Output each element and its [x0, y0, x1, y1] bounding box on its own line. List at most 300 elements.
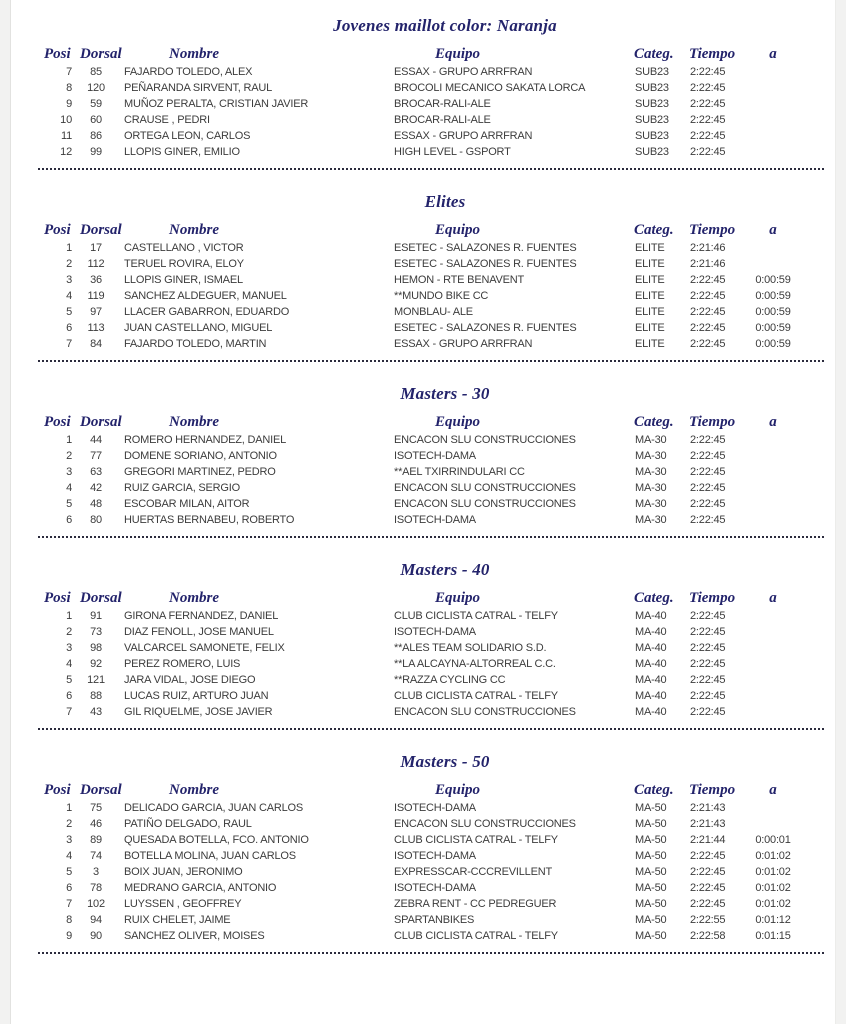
cell-dorsal: 90	[90, 930, 102, 942]
table-row	[38, 834, 822, 850]
column-header-a: a	[769, 590, 777, 606]
table-row	[38, 818, 822, 834]
column-header-posi: Posi	[44, 222, 71, 238]
cell-categ: MA-40	[635, 642, 667, 654]
cell-nombre: RUIX CHELET, JAIME	[124, 914, 231, 926]
results-section	[38, 750, 822, 954]
column-header-categ: Categ.	[634, 414, 674, 430]
cell-equipo: **AEL TXIRRINDULARI CC	[394, 466, 525, 478]
column-header-categ: Categ.	[634, 222, 674, 238]
column-header-categ: Categ.	[634, 782, 674, 798]
dotted-divider	[38, 168, 826, 170]
page-edge-line	[835, 0, 836, 1024]
cell-posi: 8	[66, 82, 72, 94]
cell-posi: 2	[66, 818, 72, 830]
cell-tiempo: 2:22:45	[690, 690, 726, 702]
cell-categ: SUB23	[635, 82, 669, 94]
cell-dorsal: 94	[90, 914, 102, 926]
cell-dorsal: 42	[90, 482, 102, 494]
cell-categ: MA-50	[635, 914, 667, 926]
table-row	[38, 82, 822, 98]
cell-categ: MA-30	[635, 498, 667, 510]
table-row	[38, 290, 822, 306]
cell-dorsal: 80	[90, 514, 102, 526]
column-header-dorsal: Dorsal	[80, 414, 122, 430]
column-header-a: a	[769, 782, 777, 798]
cell-equipo: ESSAX - GRUPO ARRFRAN	[394, 66, 533, 78]
cell-posi: 7	[66, 66, 72, 78]
cell-equipo: ISOTECH-DAMA	[394, 802, 476, 814]
cell-nombre: ESCOBAR MILAN, AITOR	[124, 498, 250, 510]
cell-categ: MA-40	[635, 610, 667, 622]
table-row	[38, 642, 822, 658]
cell-dorsal: 84	[90, 338, 102, 350]
cell-nombre: LLOPIS GINER, ISMAEL	[124, 274, 243, 286]
cell-posi: 12	[60, 146, 72, 158]
cell-dorsal: 99	[90, 146, 102, 158]
cell-categ: ELITE	[635, 306, 665, 318]
results-section	[38, 190, 822, 362]
cell-a: 0:01:02	[755, 850, 791, 862]
cell-equipo: BROCOLI MECANICO SAKATA LORCA	[394, 82, 586, 94]
cell-posi: 10	[60, 114, 72, 126]
cell-dorsal: 119	[87, 290, 105, 302]
cell-nombre: LUCAS RUIZ, ARTURO JUAN	[124, 690, 269, 702]
cell-dorsal: 120	[87, 82, 105, 94]
cell-tiempo: 2:22:45	[690, 514, 726, 526]
table-row	[38, 498, 822, 514]
cell-nombre: MEDRANO GARCIA, ANTONIO	[124, 882, 277, 894]
table-header-row	[38, 414, 822, 434]
cell-tiempo: 2:22:45	[690, 82, 726, 94]
cell-posi: 4	[66, 482, 72, 494]
cell-categ: MA-30	[635, 434, 667, 446]
cell-nombre: CASTELLANO , VICTOR	[124, 242, 244, 254]
cell-nombre: CRAUSE , PEDRI	[124, 114, 210, 126]
cell-tiempo: 2:22:45	[690, 434, 726, 446]
cell-a: 0:01:02	[755, 898, 791, 910]
cell-nombre: SANCHEZ OLIVER, MOISES	[124, 930, 265, 942]
cell-tiempo: 2:22:58	[690, 930, 726, 942]
cell-a: 0:01:15	[755, 930, 791, 942]
cell-posi: 3	[66, 466, 72, 478]
cell-equipo: ESETEC - SALAZONES R. FUENTES	[394, 258, 577, 270]
cell-dorsal: 77	[90, 450, 102, 462]
column-header-tiempo: Tiempo	[689, 414, 736, 430]
cell-equipo: ENCACON SLU CONSTRUCCIONES	[394, 818, 576, 830]
cell-posi: 4	[66, 850, 72, 862]
cell-equipo: HEMON - RTE BENAVENT	[394, 274, 525, 286]
results-content	[10, 0, 836, 954]
cell-posi: 2	[66, 450, 72, 462]
cell-posi: 6	[66, 322, 72, 334]
cell-tiempo: 2:22:45	[690, 882, 726, 894]
cell-categ: MA-40	[635, 706, 667, 718]
cell-categ: MA-30	[635, 450, 667, 462]
column-header-equipo: Equipo	[435, 782, 481, 798]
cell-dorsal: 89	[90, 834, 102, 846]
cell-posi: 5	[66, 674, 72, 686]
cell-categ: SUB23	[635, 98, 669, 110]
cell-posi: 2	[66, 258, 72, 270]
table-row	[38, 658, 822, 674]
cell-nombre: QUESADA BOTELLA, FCO. ANTONIO	[124, 834, 309, 846]
cell-categ: MA-40	[635, 674, 667, 686]
cell-posi: 11	[60, 130, 72, 142]
cell-equipo: ENCACON SLU CONSTRUCCIONES	[394, 498, 576, 510]
dotted-divider	[38, 536, 826, 538]
cell-dorsal: 75	[90, 802, 102, 814]
cell-dorsal: 113	[87, 322, 105, 334]
cell-posi: 1	[66, 242, 72, 254]
cell-posi: 2	[66, 626, 72, 638]
column-header-posi: Posi	[44, 782, 71, 798]
cell-dorsal: 112	[87, 258, 105, 270]
table-body	[38, 66, 822, 162]
table-row	[38, 850, 822, 866]
cell-equipo: HIGH LEVEL - GSPORT	[394, 146, 511, 158]
cell-categ: SUB23	[635, 114, 669, 126]
cell-posi: 5	[66, 498, 72, 510]
table-header-row	[38, 222, 822, 242]
cell-tiempo: 2:22:45	[690, 98, 726, 110]
cell-dorsal: 46	[90, 818, 102, 830]
cell-nombre: BOIX JUAN, JERONIMO	[124, 866, 243, 878]
table-row	[38, 802, 822, 818]
column-header-categ: Categ.	[634, 590, 674, 606]
table-row	[38, 450, 822, 466]
cell-equipo: ISOTECH-DAMA	[394, 626, 476, 638]
cell-a: 0:00:01	[755, 834, 791, 846]
cell-equipo: ESSAX - GRUPO ARRFRAN	[394, 130, 533, 142]
table-body	[38, 434, 822, 530]
table-row	[38, 322, 822, 338]
table-row	[38, 930, 822, 946]
cell-posi: 3	[66, 834, 72, 846]
column-header-categ: Categ.	[634, 46, 674, 62]
cell-posi: 6	[66, 690, 72, 702]
cell-tiempo: 2:22:45	[690, 130, 726, 142]
cell-dorsal: 17	[90, 242, 102, 254]
table-row	[38, 674, 822, 690]
cell-categ: MA-30	[635, 514, 667, 526]
cell-posi: 7	[66, 338, 72, 350]
cell-categ: ELITE	[635, 290, 665, 302]
column-header-nombre: Nombre	[169, 46, 219, 62]
table-row	[38, 274, 822, 290]
cell-categ: SUB23	[635, 146, 669, 158]
column-header-tiempo: Tiempo	[689, 782, 736, 798]
cell-dorsal: 63	[90, 466, 102, 478]
cell-categ: ELITE	[635, 258, 665, 270]
cell-categ: MA-50	[635, 802, 667, 814]
section-title: Masters - 50	[400, 752, 490, 771]
table-header-row	[38, 46, 822, 66]
cell-tiempo: 2:22:45	[690, 482, 726, 494]
section-title: Elites	[424, 192, 466, 211]
cell-tiempo: 2:22:45	[690, 498, 726, 510]
cell-nombre: DOMENE SORIANO, ANTONIO	[124, 450, 277, 462]
column-header-dorsal: Dorsal	[80, 782, 122, 798]
cell-posi: 7	[66, 706, 72, 718]
table-row	[38, 466, 822, 482]
cell-dorsal: 102	[87, 898, 105, 910]
cell-tiempo: 2:21:46	[690, 242, 726, 254]
cell-equipo: ZEBRA RENT - CC PEDREGUER	[394, 898, 557, 910]
cell-dorsal: 85	[90, 66, 102, 78]
column-header-tiempo: Tiempo	[689, 590, 736, 606]
cell-equipo: **RAZZA CYCLING CC	[394, 674, 506, 686]
cell-a: 0:00:59	[755, 274, 791, 286]
column-header-nombre: Nombre	[169, 590, 219, 606]
section-title: Jovenes maillot color: Naranja	[333, 16, 557, 35]
table-row	[38, 882, 822, 898]
cell-a: 0:01:02	[755, 882, 791, 894]
table-row	[38, 866, 822, 882]
cell-a: 0:01:12	[755, 914, 791, 926]
column-header-nombre: Nombre	[169, 414, 219, 430]
cell-tiempo: 2:21:44	[690, 834, 726, 846]
cell-tiempo: 2:22:45	[690, 850, 726, 862]
cell-nombre: JUAN CASTELLANO, MIGUEL	[124, 322, 273, 334]
cell-categ: MA-30	[635, 482, 667, 494]
cell-nombre: MUÑOZ PERALTA, CRISTIAN JAVIER	[124, 98, 309, 110]
cell-posi: 6	[66, 514, 72, 526]
cell-equipo: EXPRESSCAR-CCCREVILLENT	[394, 866, 552, 878]
cell-tiempo: 2:22:45	[690, 66, 726, 78]
cell-categ: MA-40	[635, 690, 667, 702]
dotted-divider	[38, 360, 826, 362]
column-header-nombre: Nombre	[169, 782, 219, 798]
cell-dorsal: 59	[90, 98, 102, 110]
cell-posi: 8	[66, 914, 72, 926]
cell-dorsal: 3	[93, 866, 99, 878]
cell-nombre: ROMERO HERNANDEZ, DANIEL	[124, 434, 287, 446]
cell-a: 0:00:59	[755, 306, 791, 318]
results-section	[38, 558, 822, 730]
cell-categ: SUB23	[635, 66, 669, 78]
table-row	[38, 98, 822, 114]
cell-categ: MA-50	[635, 818, 667, 830]
cell-nombre: FAJARDO TOLEDO, MARTIN	[124, 338, 267, 350]
column-header-equipo: Equipo	[435, 590, 481, 606]
table-row	[38, 66, 822, 82]
cell-categ: MA-50	[635, 930, 667, 942]
results-page	[10, 0, 836, 1024]
cell-tiempo: 2:22:45	[690, 466, 726, 478]
cell-dorsal: 48	[90, 498, 102, 510]
cell-posi: 5	[66, 866, 72, 878]
table-row	[38, 258, 822, 274]
table-row	[38, 626, 822, 642]
cell-tiempo: 2:22:45	[690, 338, 726, 350]
cell-tiempo: 2:22:45	[690, 866, 726, 878]
table-row	[38, 242, 822, 258]
cell-a: 0:00:59	[755, 338, 791, 350]
cell-equipo: ISOTECH-DAMA	[394, 850, 476, 862]
table-row	[38, 338, 822, 354]
column-header-tiempo: Tiempo	[689, 46, 736, 62]
section-title: Masters - 30	[400, 384, 490, 403]
cell-categ: MA-30	[635, 466, 667, 478]
cell-categ: ELITE	[635, 322, 665, 334]
cell-dorsal: 78	[90, 882, 102, 894]
cell-tiempo: 2:22:45	[690, 898, 726, 910]
cell-dorsal: 91	[90, 610, 102, 622]
table-row	[38, 114, 822, 130]
cell-posi: 5	[66, 306, 72, 318]
column-header-equipo: Equipo	[435, 46, 481, 62]
cell-categ: MA-40	[635, 626, 667, 638]
table-row	[38, 610, 822, 626]
table-row	[38, 690, 822, 706]
dotted-divider	[38, 728, 826, 730]
column-header-nombre: Nombre	[169, 222, 219, 238]
table-row	[38, 914, 822, 930]
cell-posi: 9	[66, 930, 72, 942]
cell-dorsal: 98	[90, 642, 102, 654]
table-row	[38, 306, 822, 322]
results-section	[38, 382, 822, 538]
cell-equipo: CLUB CICLISTA CATRAL - TELFY	[394, 610, 558, 622]
cell-tiempo: 2:21:46	[690, 258, 726, 270]
cell-dorsal: 60	[90, 114, 102, 126]
cell-posi: 1	[66, 610, 72, 622]
cell-tiempo: 2:22:45	[690, 274, 726, 286]
cell-equipo: BROCAR-RALI-ALE	[394, 114, 491, 126]
cell-nombre: SANCHEZ ALDEGUER, MANUEL	[124, 290, 287, 302]
cell-nombre: BOTELLA MOLINA, JUAN CARLOS	[124, 850, 296, 862]
cell-nombre: PATIÑO DELGADO, RAUL	[124, 818, 252, 830]
table-body	[38, 802, 822, 946]
cell-dorsal: 86	[90, 130, 102, 142]
cell-equipo: CLUB CICLISTA CATRAL - TELFY	[394, 834, 558, 846]
table-header-row	[38, 782, 822, 802]
cell-posi: 4	[66, 290, 72, 302]
cell-dorsal: 44	[90, 434, 102, 446]
cell-nombre: LUYSSEN , GEOFFREY	[124, 898, 242, 910]
cell-categ: MA-50	[635, 898, 667, 910]
cell-categ: ELITE	[635, 274, 665, 286]
cell-equipo: MONBLAU- ALE	[394, 306, 473, 318]
cell-dorsal: 73	[90, 626, 102, 638]
column-header-a: a	[769, 222, 777, 238]
results-section	[38, 14, 822, 170]
cell-equipo: **MUNDO BIKE CC	[394, 290, 489, 302]
cell-posi: 6	[66, 882, 72, 894]
table-row	[38, 898, 822, 914]
cell-posi: 9	[66, 98, 72, 110]
cell-equipo: ENCACON SLU CONSTRUCCIONES	[394, 482, 576, 494]
cell-categ: ELITE	[635, 338, 665, 350]
cell-posi: 3	[66, 274, 72, 286]
column-header-tiempo: Tiempo	[689, 222, 736, 238]
cell-tiempo: 2:22:45	[690, 450, 726, 462]
column-header-equipo: Equipo	[435, 222, 481, 238]
cell-tiempo: 2:22:45	[690, 706, 726, 718]
table-row	[38, 482, 822, 498]
cell-equipo: ENCACON SLU CONSTRUCCIONES	[394, 706, 576, 718]
cell-equipo: BROCAR-RALI-ALE	[394, 98, 491, 110]
cell-categ: MA-50	[635, 866, 667, 878]
cell-tiempo: 2:22:45	[690, 642, 726, 654]
section-title: Masters - 40	[400, 560, 490, 579]
cell-equipo: ISOTECH-DAMA	[394, 514, 476, 526]
cell-nombre: TERUEL ROVIRA, ELOY	[124, 258, 244, 270]
cell-a: 0:00:59	[755, 290, 791, 302]
cell-equipo: ESETEC - SALAZONES R. FUENTES	[394, 322, 577, 334]
cell-tiempo: 2:22:55	[690, 914, 726, 926]
cell-tiempo: 2:22:45	[690, 146, 726, 158]
cell-equipo: SPARTANBIKES	[394, 914, 475, 926]
column-header-a: a	[769, 46, 777, 62]
cell-equipo: CLUB CICLISTA CATRAL - TELFY	[394, 930, 558, 942]
cell-nombre: PEREZ ROMERO, LUIS	[124, 658, 241, 670]
cell-a: 0:00:59	[755, 322, 791, 334]
cell-nombre: PEÑARANDA SIRVENT, RAUL	[124, 82, 273, 94]
cell-nombre: DELICADO GARCIA, JUAN CARLOS	[124, 802, 303, 814]
table-row	[38, 130, 822, 146]
table-row	[38, 146, 822, 162]
cell-nombre: VALCARCEL SAMONETE, FELIX	[124, 642, 285, 654]
cell-tiempo: 2:22:45	[690, 322, 726, 334]
cell-nombre: ORTEGA LEON, CARLOS	[124, 130, 251, 142]
table-header-row	[38, 590, 822, 610]
cell-equipo: ISOTECH-DAMA	[394, 450, 476, 462]
cell-nombre: LLOPIS GINER, EMILIO	[124, 146, 240, 158]
cell-dorsal: 92	[90, 658, 102, 670]
cell-categ: MA-50	[635, 850, 667, 862]
cell-nombre: GIRONA FERNANDEZ, DANIEL	[124, 610, 279, 622]
cell-dorsal: 88	[90, 690, 102, 702]
cell-categ: ELITE	[635, 242, 665, 254]
cell-nombre: GREGORI MARTINEZ, PEDRO	[124, 466, 276, 478]
cell-a: 0:01:02	[755, 866, 791, 878]
cell-nombre: HUERTAS BERNABEU, ROBERTO	[124, 514, 295, 526]
cell-nombre: GIL RIQUELME, JOSE JAVIER	[124, 706, 273, 718]
column-header-posi: Posi	[44, 590, 71, 606]
cell-tiempo: 2:22:45	[690, 626, 726, 638]
cell-tiempo: 2:22:45	[690, 114, 726, 126]
cell-tiempo: 2:21:43	[690, 818, 726, 830]
cell-posi: 1	[66, 434, 72, 446]
cell-categ: MA-50	[635, 834, 667, 846]
cell-posi: 1	[66, 802, 72, 814]
column-header-dorsal: Dorsal	[80, 222, 122, 238]
cell-dorsal: 43	[90, 706, 102, 718]
cell-equipo: ISOTECH-DAMA	[394, 882, 476, 894]
cell-posi: 3	[66, 642, 72, 654]
cell-dorsal: 97	[90, 306, 102, 318]
cell-tiempo: 2:21:43	[690, 802, 726, 814]
cell-tiempo: 2:22:45	[690, 290, 726, 302]
table-body	[38, 242, 822, 354]
cell-dorsal: 36	[90, 274, 102, 286]
table-row	[38, 706, 822, 722]
table-body	[38, 610, 822, 722]
cell-dorsal: 74	[90, 850, 102, 862]
cell-categ: SUB23	[635, 130, 669, 142]
column-header-dorsal: Dorsal	[80, 590, 122, 606]
cell-categ: MA-50	[635, 882, 667, 894]
cell-categ: MA-40	[635, 658, 667, 670]
column-header-a: a	[769, 414, 777, 430]
cell-nombre: LLACER GABARRON, EDUARDO	[124, 306, 290, 318]
cell-equipo: ESETEC - SALAZONES R. FUENTES	[394, 242, 577, 254]
cell-tiempo: 2:22:45	[690, 610, 726, 622]
cell-equipo: ESSAX - GRUPO ARRFRAN	[394, 338, 533, 350]
cell-equipo: CLUB CICLISTA CATRAL - TELFY	[394, 690, 558, 702]
